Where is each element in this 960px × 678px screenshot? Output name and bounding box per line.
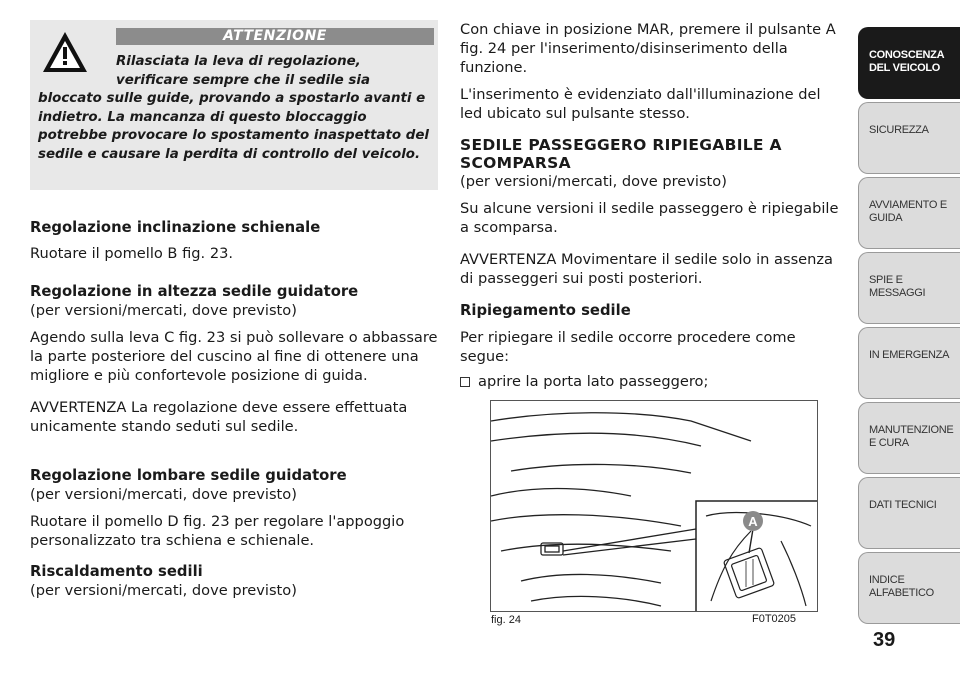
text-ripiegabile: Su alcune versioni il sedile passeggero è ripiegabile a scomparsa. [460, 200, 839, 236]
note-altezza: AVVERTENZA La regolazione deve essere effettuata unicamente stando seduti sul sedile. [30, 399, 408, 435]
text-altezza: Agendo sulla leva C fig. 23 si può sollevare o abbassare la parte posteriore del cuscino al fine di ottenere una migliore e più confortevole posizione di guida. [30, 329, 438, 384]
sub-sedile-passeggero: (per versioni/mercati, dove previsto) [460, 173, 727, 190]
figure-code: F0T0205 [752, 613, 797, 625]
section-lombare [30, 466, 440, 550]
warning-text [38, 53, 433, 164]
tab-spie-e-messaggi[interactable]: SPIE E MESSAGGI [858, 252, 960, 324]
seat-illustration [491, 401, 818, 612]
tab-indice-alfabetico[interactable]: INDICE ALFABETICO [858, 552, 960, 624]
note-passeggeri: AVVERTENZA Movimentare il sedile solo in assenza di passeggeri sui posti posteriori. [460, 251, 834, 287]
sub-riscaldamento: (per versioni/mercati, dove previsto) [30, 582, 297, 599]
bullet-item [460, 372, 845, 391]
tab-conoscenza-del-veicolo[interactable]: CONOSCENZA DEL VEICOLO [858, 27, 960, 99]
warning-rest: bloccato sulle guide, provando a spostarlo avanti e indietro. La mancanza di questo bloccaggio potrebbe provocare lo spostamento inaspettato del sedile e causare la perdita di controllo del veicolo. [38, 91, 430, 162]
chapter-tabs [858, 0, 960, 678]
figure-24 [490, 400, 818, 612]
right-column [460, 20, 845, 391]
bullet-text: aprire la porta lato passeggero; [478, 373, 709, 390]
tab-dati-tecnici[interactable]: DATI TECNICI [858, 477, 960, 549]
heading-riscaldamento: Riscaldamento sedili [30, 563, 203, 580]
tab-in-emergenza[interactable]: IN EMERGENZA [858, 327, 960, 399]
text-lombare: Ruotare il pomello D fig. 23 per regolare l'appoggio personalizzato tra schiena e schienale. [30, 513, 405, 549]
text-procedura: Per ripiegare il sedile occorre procedere come segue: [460, 329, 796, 365]
heading-altezza: Regolazione in altezza sedile guidatore [30, 283, 359, 300]
text-inclinazione: Ruotare il pomello B fig. 23. [30, 245, 234, 262]
sub-altezza: (per versioni/mercati, dove previsto) [30, 302, 297, 319]
section-inclinazione [30, 218, 440, 263]
warning-line-2: verificare sempre che il sedile sia [116, 72, 371, 88]
figure-caption: fig. 24 [491, 614, 521, 626]
sub-lombare: (per versioni/mercati, dove previsto) [30, 486, 297, 503]
text-pulsante: Con chiave in posizione MAR, premere il pulsante A fig. 24 per l'inserimento/disinserimento della funzione. [460, 21, 836, 76]
heading-inclinazione: Regolazione inclinazione schienale [30, 219, 321, 236]
tab-manutenzione-e-cura[interactable]: MANUTENZIONE E CURA [858, 402, 960, 474]
callout-a-label: A [748, 514, 758, 529]
bullet-checkbox-icon [460, 377, 470, 387]
section-riscaldamento [30, 562, 440, 600]
warning-box [30, 20, 438, 190]
section-altezza [30, 282, 440, 436]
tab-avviamento-e-guida[interactable]: AVVIAMENTO E GUIDA [858, 177, 960, 249]
warning-header: ATTENZIONE [116, 28, 434, 45]
heading-ripiegamento: Ripiegamento sedile [460, 302, 631, 319]
heading-sedile-passeggero: SEDILE PASSEGGERO RIPIEGABILE A SCOMPARSA [460, 136, 782, 172]
page-number: 39 [873, 629, 896, 651]
text-led: L'inserimento è evidenziato dall'illuminazione del led ubicato sul pulsante stesso. [460, 86, 821, 122]
warning-line-1: Rilasciata la leva di regolazione, [116, 54, 361, 69]
heading-lombare: Regolazione lombare sedile guidatore [30, 467, 347, 484]
tab-sicurezza[interactable]: SICUREZZA [858, 102, 960, 174]
